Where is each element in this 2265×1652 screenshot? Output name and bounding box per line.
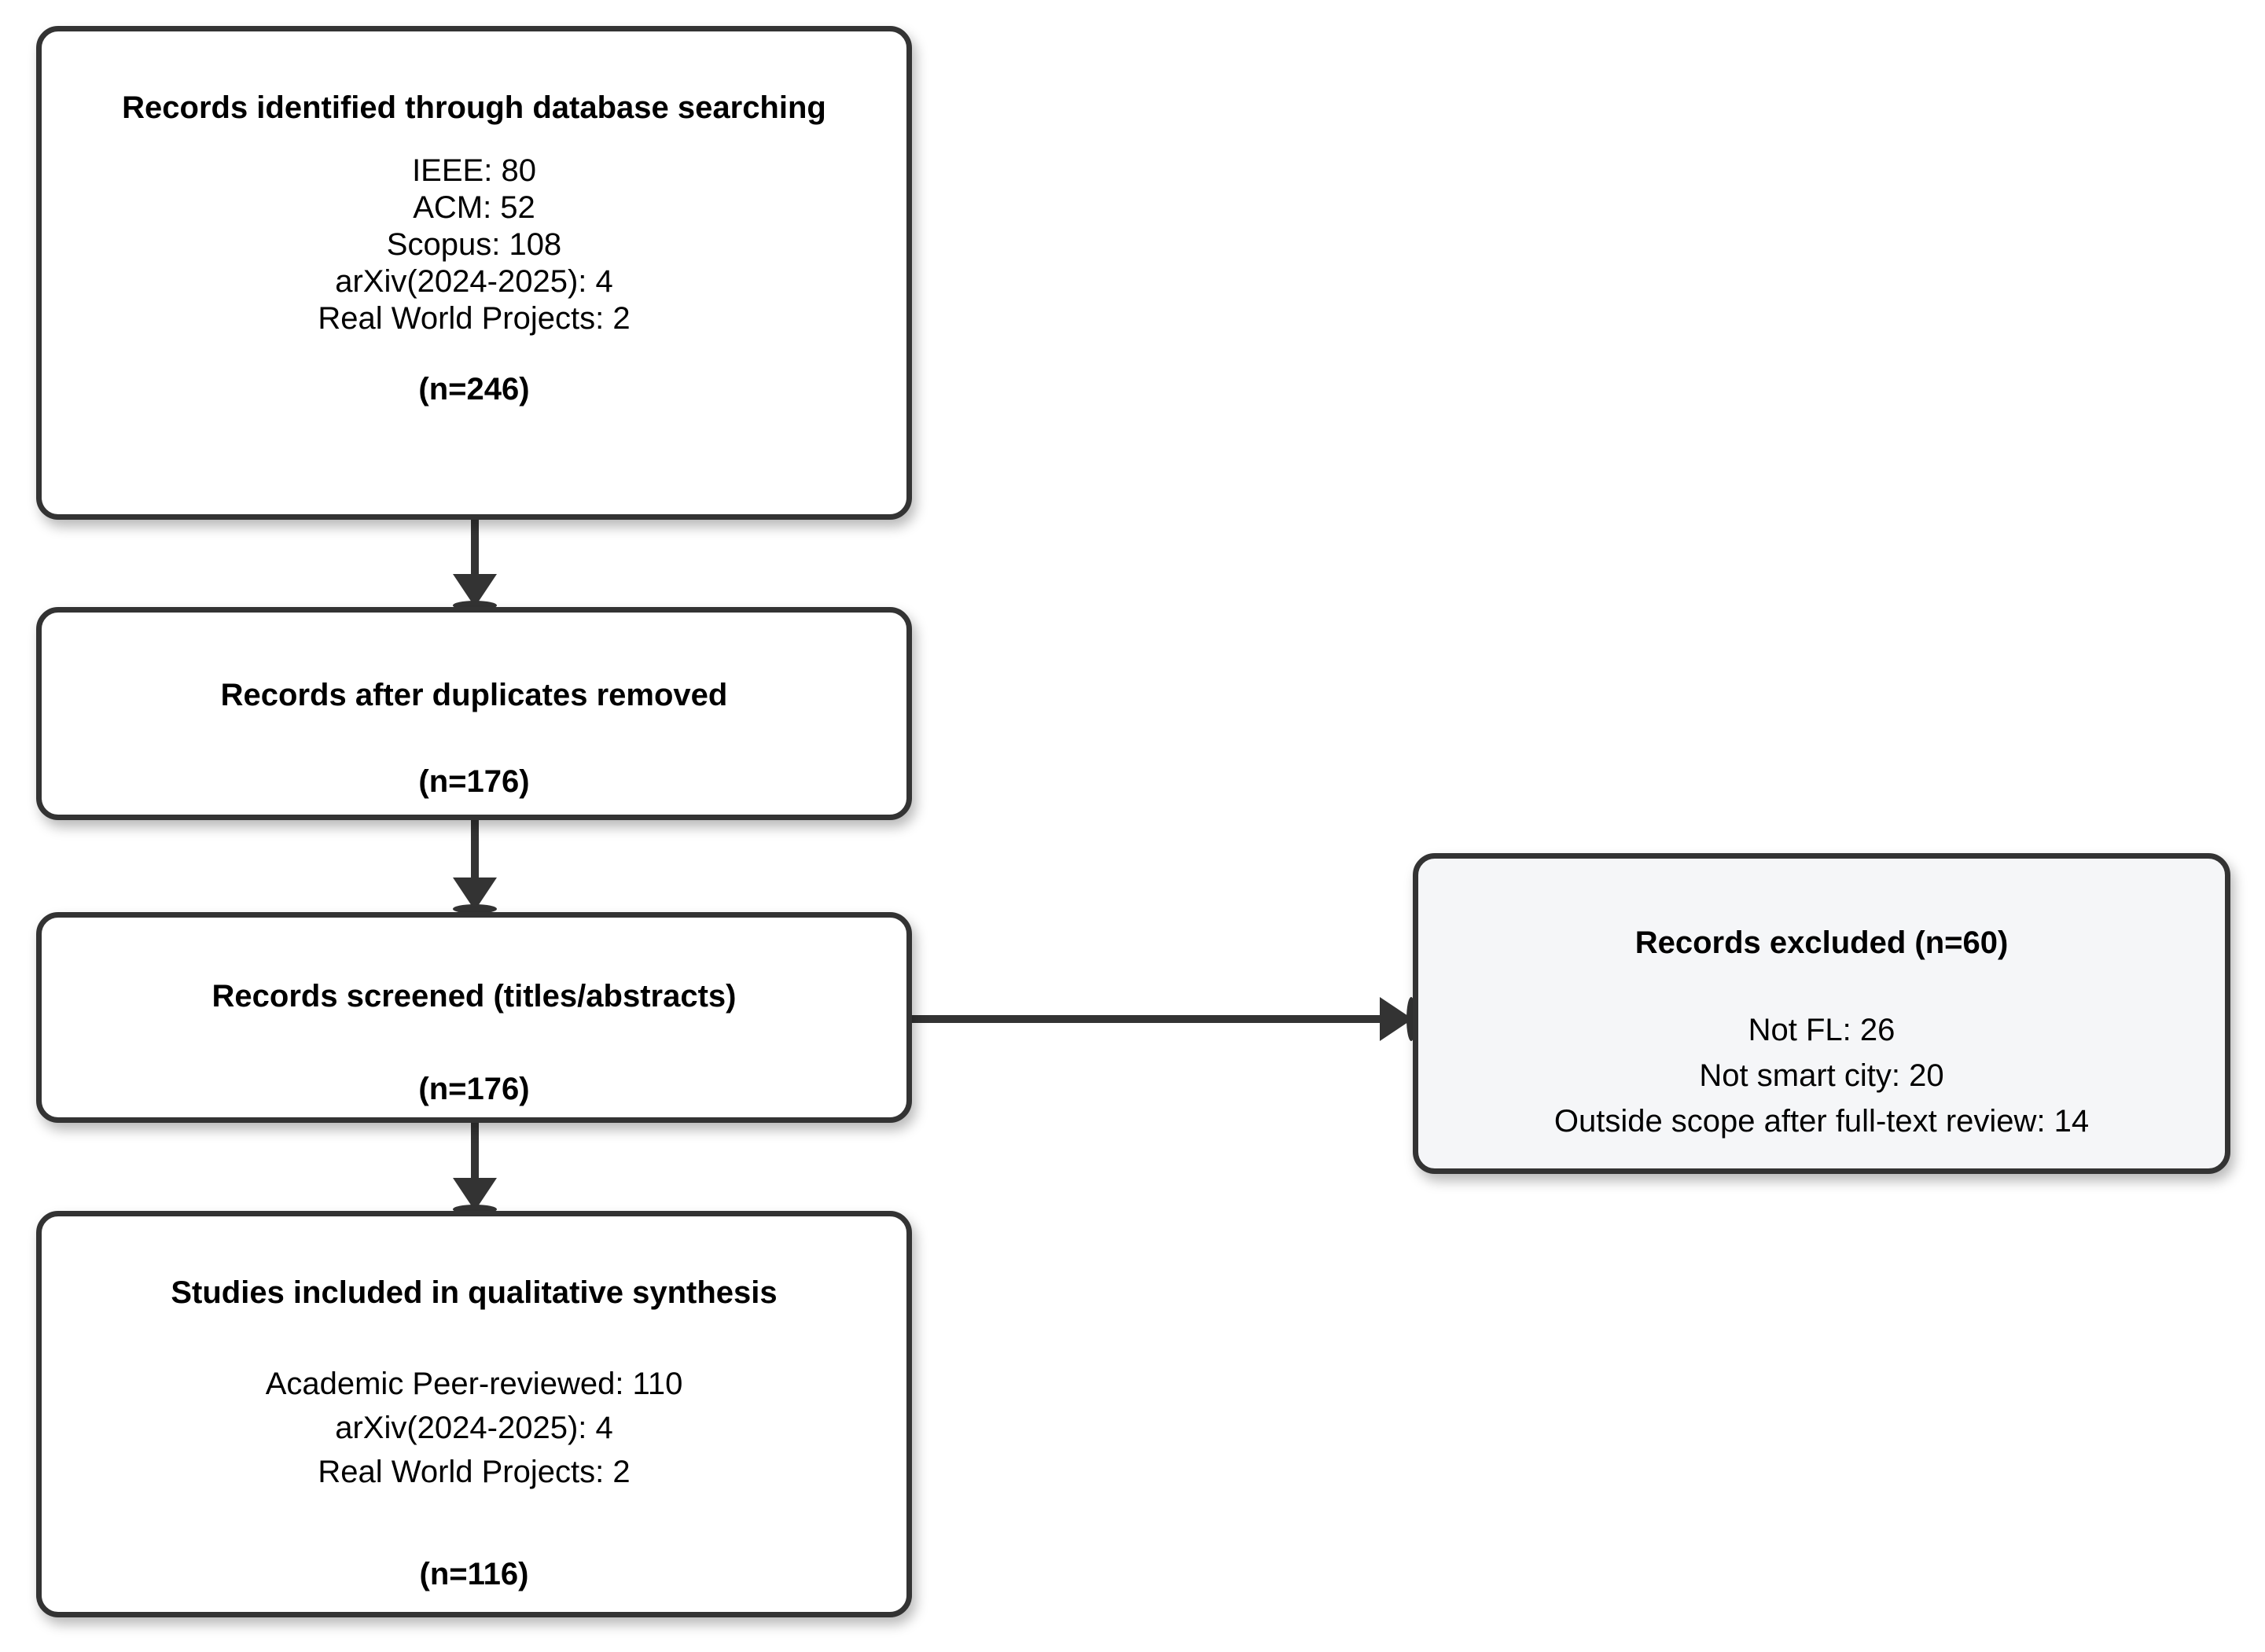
box-title: Records excluded (n=60) bbox=[1634, 925, 2009, 960]
exclusion-reason-item: Not smart city: 20 bbox=[1699, 1058, 1944, 1093]
source-count-item: Real World Projects: 2 bbox=[318, 301, 631, 336]
box-title: Studies included in qualitative synthesis bbox=[171, 1275, 778, 1310]
box-title: Records identified through database searching bbox=[122, 90, 826, 125]
total-count: (n=246) bbox=[418, 372, 530, 407]
box-title: Records screened (titles/abstracts) bbox=[211, 979, 737, 1014]
included-count-item: Academic Peer-reviewed: 110 bbox=[265, 1367, 683, 1401]
exclusion-reason-item: Outside scope after full-text review: 14 bbox=[1554, 1104, 2090, 1139]
arrow-identified-to-duplicates bbox=[453, 520, 497, 610]
source-count-item: arXiv(2024-2025): 4 bbox=[335, 264, 613, 299]
box-records-identified bbox=[36, 26, 912, 520]
box-duplicates-removed bbox=[36, 607, 912, 820]
exclusion-reason-list bbox=[1418, 1007, 2225, 1144]
box-records-excluded bbox=[1413, 853, 2230, 1174]
arrow-duplicates-to-screened bbox=[453, 820, 497, 914]
source-count-item: IEEE: 80 bbox=[412, 153, 536, 188]
box-records-screened bbox=[36, 912, 912, 1123]
included-count-item: Real World Projects: 2 bbox=[318, 1455, 631, 1489]
arrow-screened-to-included bbox=[453, 1123, 497, 1214]
box-studies-included bbox=[36, 1211, 912, 1617]
arrow-screened-to-excluded bbox=[912, 997, 1416, 1041]
source-count-item: Scopus: 108 bbox=[386, 227, 562, 262]
total-count: (n=176) bbox=[418, 1072, 530, 1106]
total-count: (n=176) bbox=[418, 764, 530, 799]
included-count-list bbox=[42, 1362, 906, 1494]
source-count-list bbox=[42, 153, 906, 337]
exclusion-reason-item: Not FL: 26 bbox=[1748, 1013, 1895, 1047]
included-count-item: arXiv(2024-2025): 4 bbox=[335, 1411, 613, 1445]
source-count-item: ACM: 52 bbox=[413, 190, 535, 225]
total-count: (n=116) bbox=[419, 1557, 529, 1591]
box-title: Records after duplicates removed bbox=[220, 678, 728, 712]
